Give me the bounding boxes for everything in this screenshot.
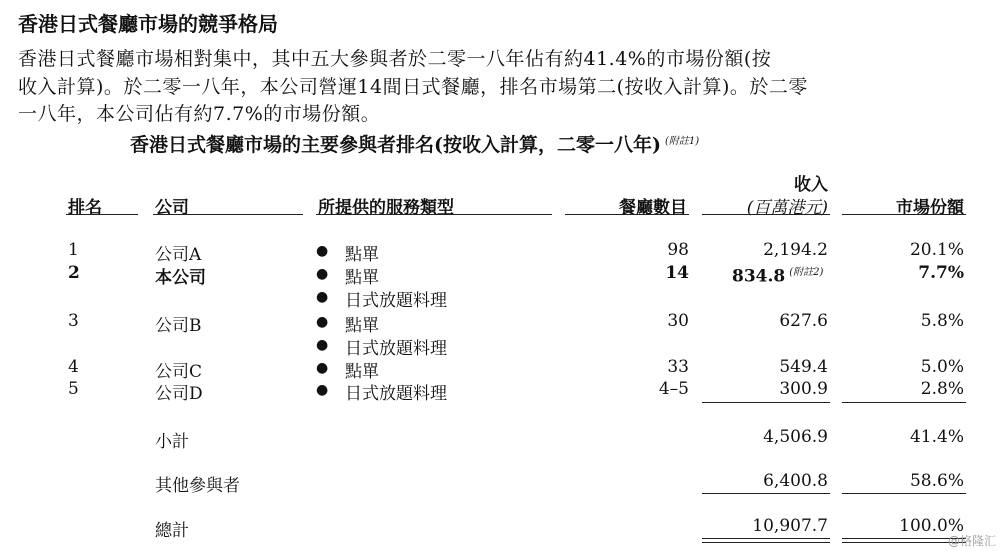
- row-4-count: 33: [667, 357, 689, 377]
- total-label: 總計: [155, 521, 189, 541]
- paragraph-line-1: 香港日式餐廳市場相對集中，其中五大參與者於二零一八年佔有約41.4%的市場份額(按: [18, 48, 772, 70]
- total-rule: [842, 493, 966, 494]
- header-underline: [153, 214, 303, 215]
- row-1-service-1: 點單: [345, 245, 379, 265]
- row-3-service-2: 日式放題料理: [345, 339, 447, 359]
- row-4-service-1: 點單: [345, 362, 379, 382]
- row-3-revenue: 627.6: [779, 311, 828, 331]
- row-4-rank: 4: [68, 357, 79, 377]
- row-3-rank: 3: [68, 311, 79, 331]
- paragraph-line-2: 收入計算)。於二零一八年，本公司營運14間日式餐廳，排名市場第二(按收入計算)。於二零: [18, 76, 808, 98]
- subtotal-revenue: 4,506.9: [763, 427, 828, 447]
- row-5-share: 2.8%: [920, 379, 964, 399]
- others-revenue: 6,400.8: [763, 471, 828, 491]
- bullet-icon: ●: [316, 337, 329, 353]
- total-revenue: 10,907.7: [752, 516, 828, 536]
- row-3-count: 30: [667, 311, 689, 331]
- header-restaurant-count: 餐廳數目: [619, 198, 687, 218]
- row-2-company: 本公司: [155, 268, 206, 288]
- subtotal-rule: [702, 402, 830, 403]
- header-underline: [842, 214, 966, 215]
- row-5-service-1: 日式放題料理: [345, 384, 447, 404]
- others-share: 58.6%: [909, 471, 964, 491]
- row-4-revenue: 549.4: [779, 357, 828, 377]
- row-2-revenue: 834.8 $^{(附註2)}$: [732, 266, 824, 287]
- row-1-company: 公司A: [155, 245, 202, 265]
- bullet-icon: ●: [316, 382, 329, 398]
- paragraph-line-3: 一八年，本公司佔有約7.7%的市場份額。: [18, 103, 381, 125]
- subtotal-label: 小計: [155, 432, 189, 452]
- header-underline: [565, 214, 689, 215]
- header-revenue-unit: (百萬港元): [746, 198, 828, 218]
- row-2-share: 7.7%: [918, 263, 964, 283]
- total-share: 100.0%: [899, 516, 964, 536]
- subtotal-share: 41.4%: [909, 427, 964, 447]
- row-1-share: 20.1%: [909, 240, 964, 260]
- total-rule: [702, 493, 830, 494]
- header-underline: [66, 214, 138, 215]
- row-2-service-1: 點單: [345, 268, 379, 288]
- row-3-service-1: 點單: [345, 316, 379, 336]
- total-double-rule: [702, 542, 830, 543]
- header-service: 所提供的服務類型: [318, 198, 454, 218]
- row-1-rank: 1: [68, 240, 79, 260]
- row-3-company: 公司B: [155, 316, 202, 336]
- row-4-share: 5.0%: [920, 357, 964, 377]
- bullet-icon: ●: [316, 266, 329, 282]
- bullet-icon: ●: [316, 360, 329, 376]
- header-underline: [702, 214, 830, 215]
- watermark: @格隆汇: [947, 534, 996, 548]
- subtotal-rule: [842, 402, 966, 403]
- total-double-rule: [702, 538, 830, 539]
- table-title-note: (附註1): [664, 135, 700, 147]
- header-market-share: 市場份額: [896, 198, 964, 218]
- row-5-count: 4–5: [658, 379, 689, 399]
- section-heading: 香港日式餐廳市場的競爭格局: [18, 12, 278, 36]
- row-1-revenue: 2,194.2: [763, 240, 828, 260]
- header-company: 公司: [155, 198, 189, 218]
- row-4-company: 公司C: [155, 362, 203, 382]
- row-3-share: 5.8%: [920, 311, 964, 331]
- table-title: 香港日式餐廳市場的主要參與者排名(按收入計算，二零一八年) $^{(附註1)}$: [130, 134, 700, 156]
- header-rank: 排名: [68, 198, 102, 218]
- header-underline: [316, 214, 552, 215]
- header-revenue: 收入: [794, 175, 828, 195]
- bullet-icon: ●: [316, 289, 329, 305]
- bullet-icon: ●: [316, 314, 329, 330]
- row-2-service-2: 日式放題料理: [345, 291, 447, 311]
- row-5-revenue: 300.9: [779, 379, 828, 399]
- row-2-rank: 2: [68, 263, 80, 283]
- bullet-icon: ●: [316, 243, 329, 259]
- row-5-rank: 5: [68, 379, 79, 399]
- row-5-company: 公司D: [155, 384, 203, 404]
- row-2-count: 14: [665, 263, 689, 283]
- others-label: 其他參與者: [155, 476, 240, 496]
- row-1-count: 98: [667, 240, 689, 260]
- row-2-revenue-note: (附註2): [789, 267, 824, 278]
